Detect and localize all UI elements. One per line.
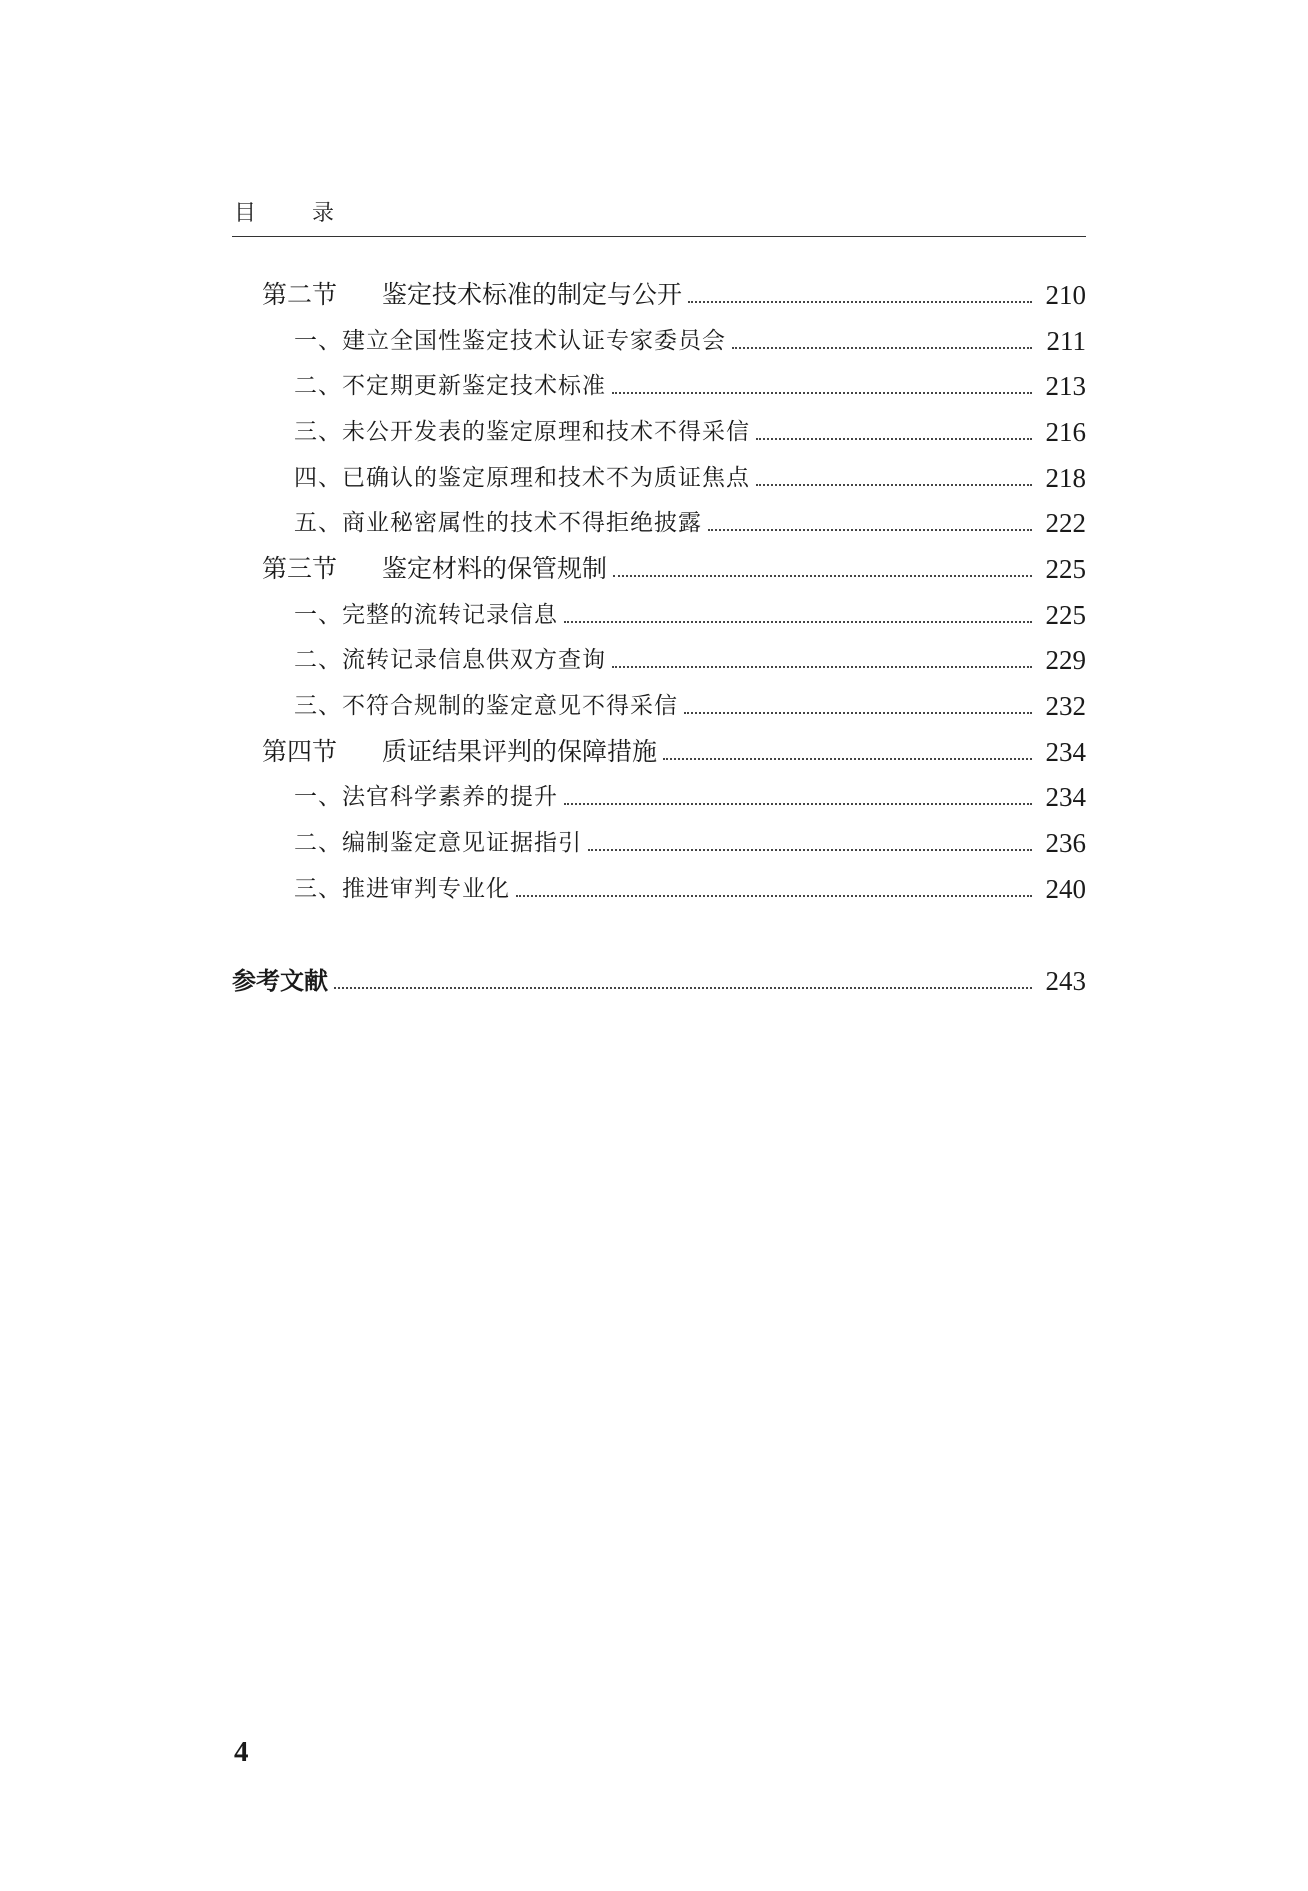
dot-leader (708, 529, 1032, 531)
dot-leader (516, 895, 1032, 897)
toc-section-row[interactable] (232, 549, 1086, 589)
toc-page-number: 234 (1045, 737, 1086, 767)
references-title: 参考文献 (232, 967, 328, 995)
toc-references-row[interactable] (232, 961, 1086, 1001)
toc-page-number: 234 (1045, 782, 1086, 812)
toc-section-title: 鉴定技术标准的制定与公开 (382, 280, 683, 309)
dot-leader (564, 621, 1032, 623)
toc-entry-title: 三、未公开发表的鉴定原理和技术不得采信 (294, 419, 750, 445)
dot-leader (756, 484, 1032, 486)
toc-section-number: 第三节 (262, 554, 338, 583)
toc-item-row[interactable] (232, 503, 1086, 543)
dot-leader (612, 392, 1032, 394)
toc-section-number: 第二节 (262, 280, 338, 309)
toc-entry-title (232, 549, 607, 589)
toc-page-number: 232 (1045, 691, 1086, 721)
toc-entry-title: 二、编制鉴定意见证据指引 (294, 830, 582, 856)
toc-page-number: 236 (1045, 828, 1086, 858)
running-header (234, 196, 334, 227)
running-header-left: 目 (234, 201, 257, 226)
dot-leader (688, 301, 1032, 303)
running-header-right: 录 (312, 201, 335, 226)
toc-section-title: 质证结果评判的保障措施 (382, 737, 658, 766)
dot-leader (588, 849, 1032, 851)
toc-page-number: 210 (1045, 280, 1086, 310)
dot-leader (732, 347, 1032, 349)
toc-section-title: 鉴定材料的保管规制 (382, 554, 608, 583)
toc-entry-title: 二、不定期更新鉴定技术标准 (294, 373, 606, 399)
toc-item-row[interactable] (232, 366, 1086, 406)
toc-section-number: 第四节 (262, 737, 338, 766)
toc-item-row[interactable] (232, 823, 1086, 863)
toc-entry-title: 三、推进审判专业化 (294, 876, 510, 902)
references-page-number: 243 (1045, 966, 1086, 996)
header-rule (232, 236, 1086, 237)
toc-entry-title: 一、建立全国性鉴定技术认证专家委员会 (294, 328, 726, 354)
toc-page-number: 213 (1045, 371, 1086, 401)
page-number: 4 (234, 1736, 249, 1768)
toc-item-row[interactable] (232, 640, 1086, 680)
toc-page-number: 222 (1045, 508, 1086, 538)
toc-entry-title: 一、完整的流转记录信息 (294, 602, 558, 628)
toc-entry-title: 三、不符合规制的鉴定意见不得采信 (294, 693, 678, 719)
dot-leader (334, 987, 1032, 989)
toc-page-number: 240 (1045, 874, 1086, 904)
toc-item-row[interactable] (232, 869, 1086, 909)
toc-page-number: 229 (1045, 645, 1086, 675)
toc-item-row[interactable] (232, 777, 1086, 817)
dot-leader (612, 666, 1032, 668)
toc-entry-title: 一、法官科学素养的提升 (294, 784, 558, 810)
toc-section-row[interactable] (232, 732, 1086, 772)
dot-leader (663, 758, 1032, 760)
toc-entry-title: 二、流转记录信息供双方查询 (294, 647, 606, 673)
toc-page-number: 218 (1045, 463, 1086, 493)
toc-entry-title: 四、已确认的鉴定原理和技术不为质证焦点 (294, 465, 750, 491)
toc-page-number: 216 (1045, 417, 1086, 447)
toc-entry-title (232, 732, 657, 772)
toc-item-row[interactable] (232, 412, 1086, 452)
toc-item-row[interactable] (232, 686, 1086, 726)
dot-leader (756, 438, 1032, 440)
toc-page-number: 225 (1045, 554, 1086, 584)
dot-leader (564, 803, 1032, 805)
toc-item-row[interactable] (232, 595, 1086, 635)
toc-page-number: 225 (1045, 600, 1086, 630)
dot-leader (684, 712, 1032, 714)
toc-page-number: 211 (1046, 326, 1086, 356)
toc-section-row[interactable] (232, 275, 1086, 315)
toc-item-row[interactable] (232, 321, 1086, 361)
toc-entry-title (232, 275, 682, 315)
toc-entry-title: 五、商业秘密属性的技术不得拒绝披露 (294, 510, 702, 536)
toc-item-row[interactable] (232, 458, 1086, 498)
dot-leader (613, 575, 1032, 577)
